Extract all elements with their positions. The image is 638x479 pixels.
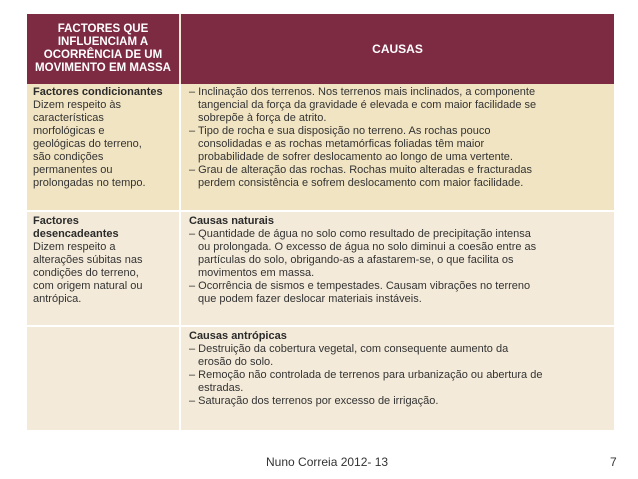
header-factors-line: MOVIMENTO EM MASSA xyxy=(35,62,171,74)
cell-text-line: Dizem respeito às xyxy=(33,99,122,111)
triggering-factors-title: Factores xyxy=(33,215,79,227)
cell-text-line: Dizem respeito a xyxy=(33,241,116,253)
natural-causes-title: Causas naturais xyxy=(189,215,274,227)
header-causes: CAUSAS xyxy=(181,14,614,84)
cell-text-line: antrópica. xyxy=(33,293,82,305)
cell-text-line: – Grau de alteração das rochas. Rochas muito alteradas e fracturadas xyxy=(189,164,533,176)
column-divider xyxy=(179,84,181,430)
cell-text-line: prolongadas no tempo. xyxy=(33,177,146,189)
conditioning-factors-cell xyxy=(33,86,175,190)
cell-text-line: são condições xyxy=(33,151,104,163)
cell-text-line: com origem natural ou xyxy=(33,280,143,292)
cell-text-line: permanentes ou xyxy=(33,164,113,176)
cell-text-line: perdem consistência e sofrem deslocamento com maior facilidade. xyxy=(198,177,524,189)
cell-text-line: consolidadas e as rochas metamórficas foliadas têm maior xyxy=(198,138,485,150)
header-factors xyxy=(27,14,179,84)
cell-text-line: – Destruição da cobertura vegetal, com consequente aumento da xyxy=(189,343,509,355)
triggering-factors-cell xyxy=(33,215,175,306)
cell-text-line: morfológicas e xyxy=(33,125,105,137)
cell-text-line: estradas. xyxy=(198,382,244,394)
header-factors-line: OCORRÊNCIA DE UM xyxy=(43,49,163,61)
cell-text-line: geológicas do terreno, xyxy=(33,138,142,150)
conditioning-causes-cell xyxy=(189,86,609,190)
cell-text-line: condições do terreno, xyxy=(33,267,139,279)
row-divider xyxy=(27,325,614,327)
cell-text-line: – Quantidade de água no solo como resultado de precipitação intensa xyxy=(189,228,531,240)
conditioning-factors-title: Factores condicionantes xyxy=(33,86,163,98)
cell-text-line: – Remoção não controlada de terrenos para urbanização ou abertura de xyxy=(189,369,543,381)
triggering-factors-title: desencadeantes xyxy=(33,228,119,240)
anthropic-causes-title: Causas antrópicas xyxy=(189,330,287,342)
cell-text-line: ou prolongada. O excesso de água no solo diminui a coesão entre as xyxy=(198,241,537,253)
cell-text-line: probabilidade de sofrer deslocamento ao longo de uma vertente. xyxy=(198,151,513,163)
cell-text-line: sobrepõe à força de atrito. xyxy=(198,112,327,124)
header-factors-line: INFLUENCIAM A xyxy=(57,36,149,48)
cell-text-line: – Saturação dos terrenos por excesso de irrigação. xyxy=(189,395,439,407)
scanned-table xyxy=(27,14,614,430)
natural-causes-cell xyxy=(189,215,609,306)
cell-text-line: características xyxy=(33,112,104,124)
footer-author: Nuno Correia 2012- 13 xyxy=(266,455,389,469)
cell-text-line: alterações súbitas nas xyxy=(33,254,143,266)
cell-text-line: erosão do solo. xyxy=(198,356,274,368)
cell-text-line: que podem fazer deslocar materiais instáveis. xyxy=(198,293,422,305)
cell-text-line: movimentos em massa. xyxy=(198,267,315,279)
cell-text-line: – Inclinação dos terrenos. Nos terrenos mais inclinados, a componente xyxy=(189,86,536,98)
anthropic-causes-cell xyxy=(189,330,609,408)
cell-text-line: tangencial da força da gravidade é elevada e com maior facilidade se xyxy=(198,99,537,111)
cell-text-line: partículas do solo, obrigando-as a afastarem-se, o que facilita os xyxy=(198,254,514,266)
page-number: 7 xyxy=(610,455,617,469)
cell-text-line: – Ocorrência de sismos e tempestades. Causam vibrações no terreno xyxy=(189,280,531,292)
row-divider xyxy=(27,210,614,212)
header-factors-line: FACTORES QUE xyxy=(57,23,149,35)
cell-text-line: – Tipo de rocha e sua disposição no terreno. As rochas pouco xyxy=(189,125,491,137)
